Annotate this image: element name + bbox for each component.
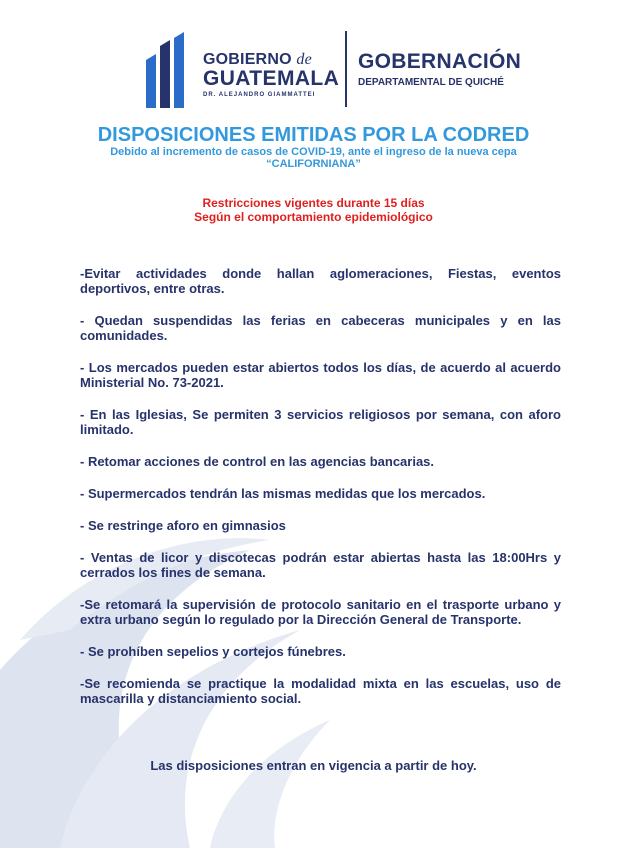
list-item: - Los mercados pueden estar abiertos todos los días, de acuerdo al acuerdo Ministerial No. 73-2021. bbox=[80, 360, 561, 390]
list-item: -Se retomará la supervisión de protocolo sanitario en el trasporte urbano y extra urbano según lo regulado por la Dirección General de Transporte. bbox=[80, 597, 561, 627]
title-block bbox=[0, 120, 627, 170]
list-item: - Se prohíben sepelios y cortejos fúnebres. bbox=[80, 644, 346, 659]
departamental-label: DEPARTAMENTAL DE QUICHÉ bbox=[358, 77, 504, 88]
document-subtitle-line1: Debido al incremento de casos de COVID-19, ante el ingreso de la nueva cepa bbox=[110, 146, 517, 158]
effective-date-note: Las disposiciones entran en vigencia a partir de hoy. bbox=[150, 758, 477, 773]
document-subtitle-line2: “CALIFORNIANA” bbox=[266, 158, 361, 170]
gobierno-de-guatemala-logo bbox=[203, 52, 339, 99]
dispositions-list bbox=[80, 266, 561, 723]
list-item: - Se restringe aforo en gimnasios bbox=[80, 518, 286, 533]
header-divider bbox=[345, 31, 347, 107]
restriction-duration: Restricciones vigentes durante 15 días bbox=[202, 196, 425, 210]
list-item: - En las Iglesias, Se permiten 3 servicios religiosos por semana, con aforo limitado. bbox=[80, 407, 561, 437]
restriction-basis: Según el comportamiento epidemiológico bbox=[194, 210, 433, 224]
header bbox=[0, 28, 627, 113]
list-item: - Quedan suspendidas las ferias en cabeceras municipales y en las comunidades. bbox=[80, 313, 561, 343]
gobierno-de-word: de bbox=[296, 51, 312, 68]
president-name: DR. ALEJANDRO GIAMMATTEI bbox=[203, 92, 316, 98]
list-item: -Evitar actividades donde hallan aglomeraciones, Fiestas, eventos deportivos, entre otras. bbox=[80, 266, 561, 296]
list-item: - Supermercados tendrán las mismas medidas que los mercados. bbox=[80, 486, 486, 501]
guatemala-bars-logo-icon bbox=[146, 32, 194, 108]
list-item: -Se recomienda se practique la modalidad mixta en las escuelas, uso de mascarilla y distanciamiento social. bbox=[80, 676, 561, 706]
gobernacion-logo bbox=[358, 50, 521, 89]
list-item: - Ventas de licor y discotecas podrán estar abiertas hasta las 18:00Hrs y cerrados los fines de semana. bbox=[80, 550, 561, 580]
gobernacion-word: GOBERNACIÓN bbox=[358, 50, 522, 73]
gobierno-word: GOBIERNO bbox=[203, 51, 292, 68]
guatemala-word: GUATEMALA bbox=[203, 67, 340, 90]
list-item: - Retomar acciones de control en las agencias bancarias. bbox=[80, 454, 435, 469]
restriction-notice bbox=[0, 196, 627, 224]
document-title: DISPOSICIONES EMITIDAS POR LA CODRED bbox=[97, 124, 530, 146]
